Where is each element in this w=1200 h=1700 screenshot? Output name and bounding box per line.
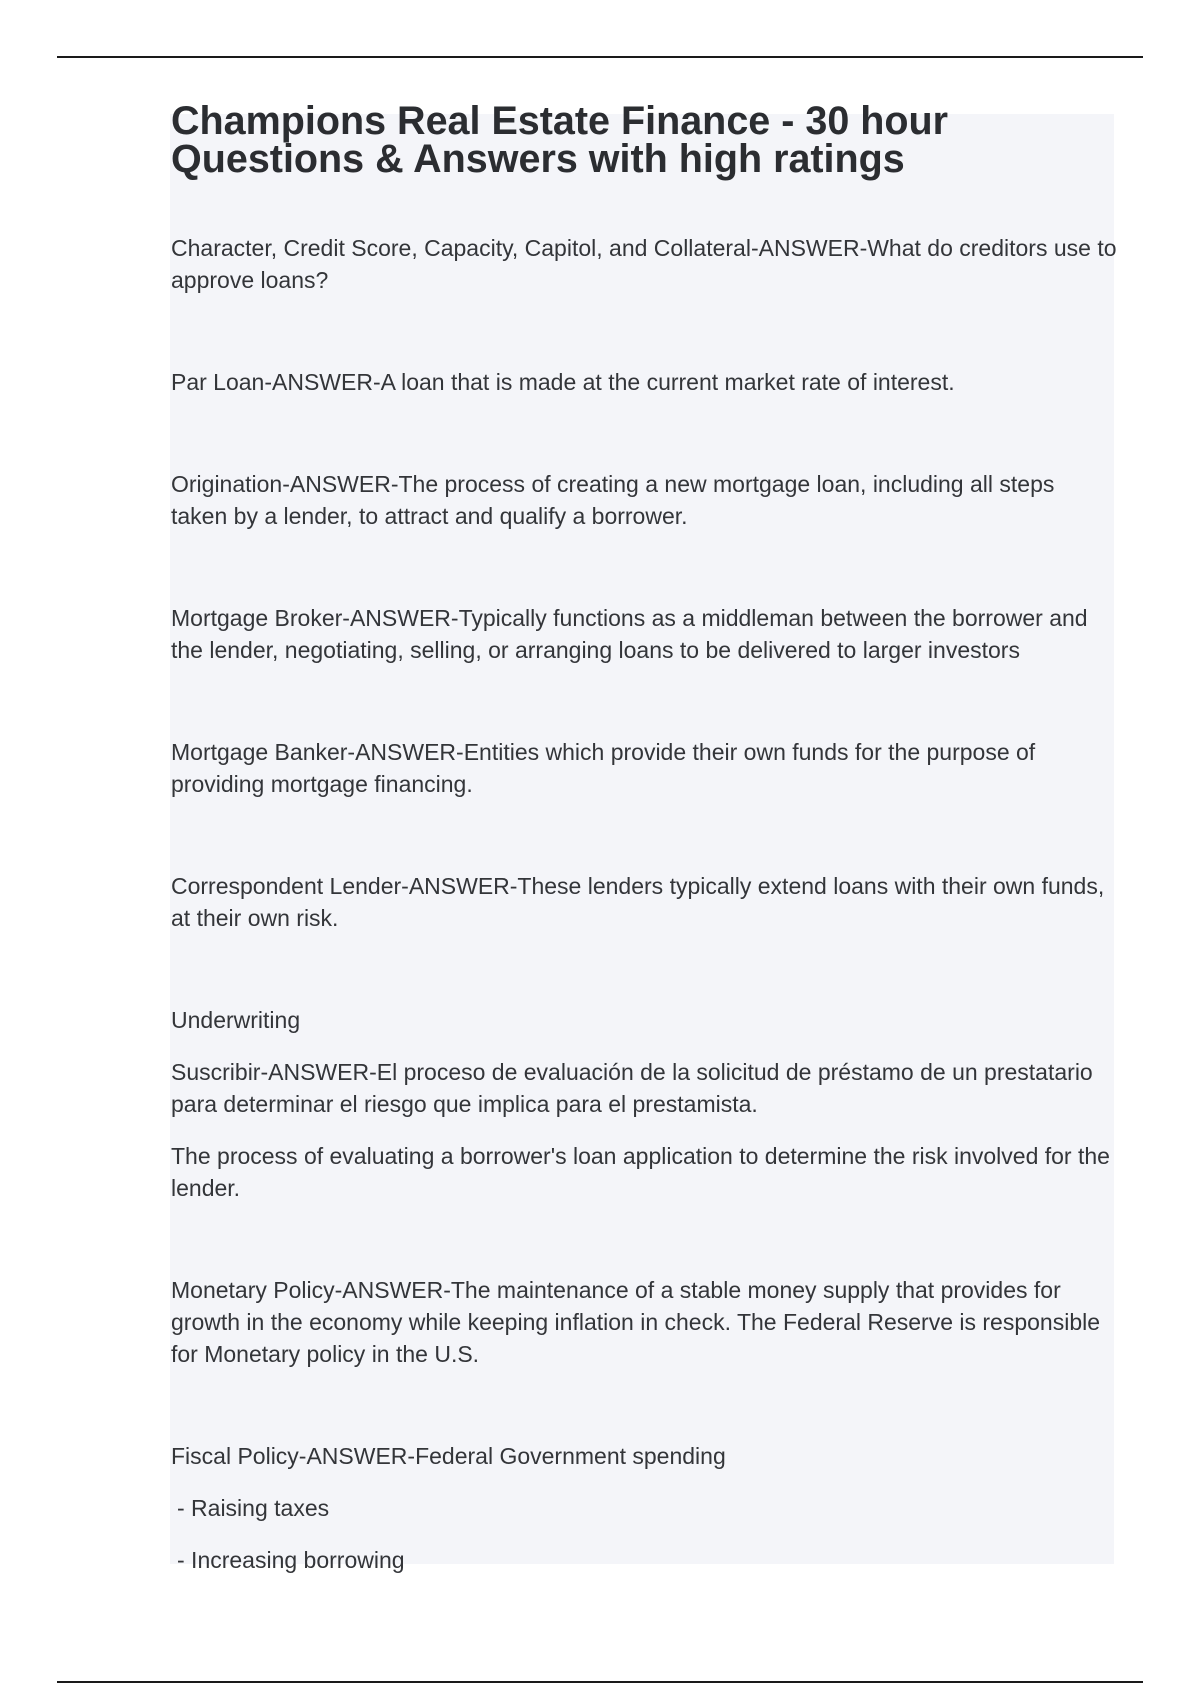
title-line-1: Champions Real Estate Finance - 30 hour	[171, 99, 949, 143]
qa-entry	[171, 1274, 1117, 1370]
qa-entry	[171, 232, 1117, 296]
qa-list	[171, 232, 1117, 1576]
qa-entry	[171, 870, 1117, 934]
qa-entry	[171, 736, 1117, 800]
qa-entry	[171, 602, 1117, 666]
qa-text: Par Loan-ANSWER-A loan that is made at the current market rate of interest.	[171, 369, 955, 395]
underwriting-heading: Underwriting	[171, 1007, 301, 1033]
qa-text: Monetary Policy-ANSWER-The maintenance of a stable money supply that provides for growth in the economy while keeping inflation in check. The Federal Reserve is responsible for Monetary policy in the U.S.	[171, 1277, 1101, 1367]
document-title	[171, 99, 1117, 181]
title-line-2: Questions & Answers with high ratings	[171, 137, 905, 181]
qa-entry	[171, 366, 1117, 398]
qa-entry-underwriting	[171, 1004, 1117, 1204]
fiscal-item: - Increasing borrowing	[177, 1547, 405, 1573]
top-rule	[57, 56, 1143, 58]
qa-text: Origination-ANSWER-The process of creating a new mortgage loan, including all steps taken by a lender, to attract and qualify a borrower.	[171, 471, 1055, 529]
document-body	[171, 99, 1117, 1576]
qa-entry	[171, 468, 1117, 532]
qa-text: Correspondent Lender-ANSWER-These lenders typically extend loans with their own funds, at their own risk.	[171, 873, 1105, 931]
underwriting-spanish: Suscribir-ANSWER-El proceso de evaluación de la solicitud de préstamo de un prestatario para determinar el riesgo que implica para el prestamista.	[171, 1059, 1093, 1117]
qa-text: Mortgage Banker-ANSWER-Entities which provide their own funds for the purpose of providing mortgage financing.	[171, 739, 1036, 797]
qa-text: Character, Credit Score, Capacity, Capitol, and Collateral-ANSWER-What do creditors use to approve loans?	[171, 235, 1117, 293]
qa-text: Mortgage Broker-ANSWER-Typically functions as a middleman between the borrower and the lender, negotiating, selling, or arranging loans to be delivered to larger investors	[171, 605, 1088, 663]
fiscal-text: Fiscal Policy-ANSWER-Federal Government spending	[171, 1443, 726, 1469]
fiscal-item: - Raising taxes	[177, 1495, 330, 1521]
bottom-rule	[57, 1681, 1143, 1683]
qa-entry-fiscal	[171, 1440, 1117, 1576]
underwriting-english: The process of evaluating a borrower's loan application to determine the risk involved for the lender.	[171, 1143, 1110, 1201]
